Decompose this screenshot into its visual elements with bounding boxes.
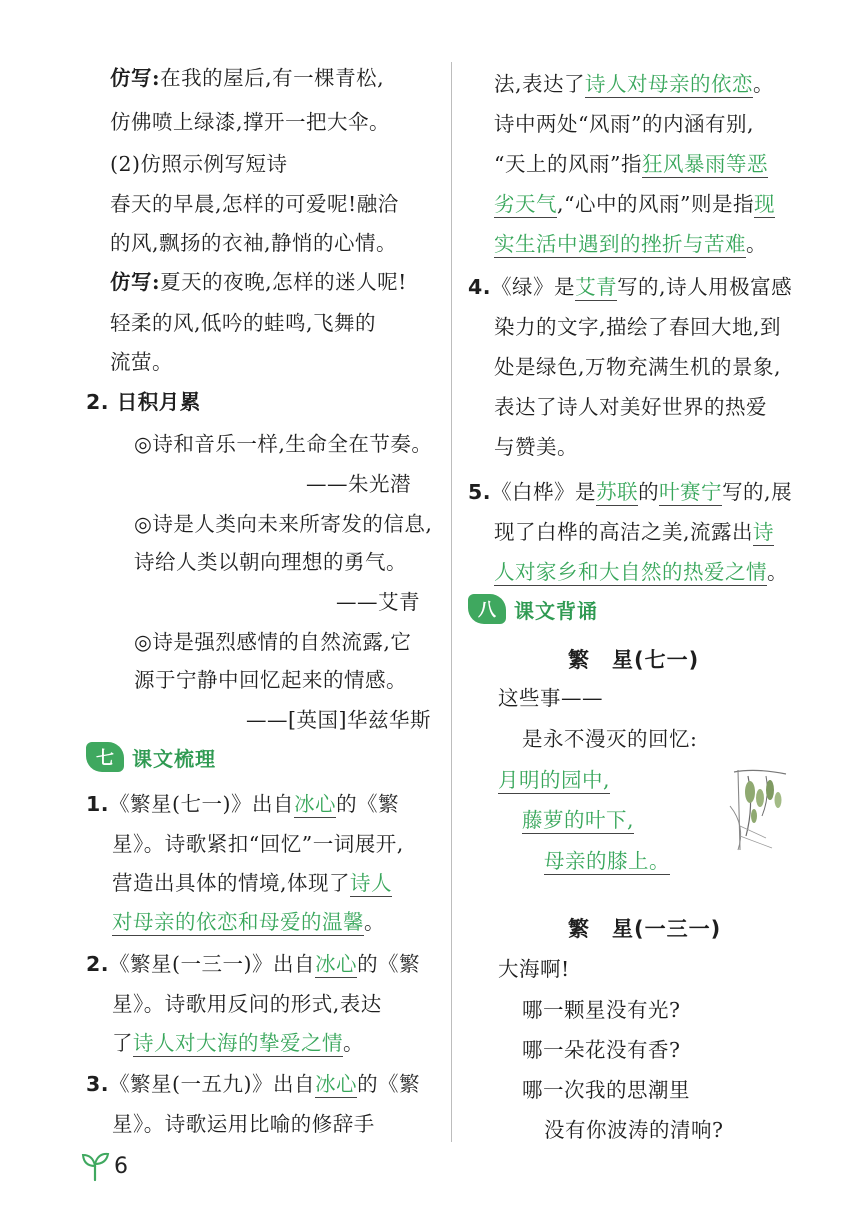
section-badge: 七 — [86, 742, 124, 772]
text-line: 实生活中遇到的挫折与苦难。 — [494, 232, 767, 256]
quote-line: ◎诗是强烈感情的自然流露,它 — [134, 630, 412, 654]
answer: 苏联 — [596, 480, 639, 504]
list-item: 2.《繁星(一三一)》出自冰心的《繁 — [86, 952, 421, 976]
section-title: 课文背诵 — [514, 598, 598, 623]
answer: 诗人 — [350, 871, 393, 895]
text-line: 流萤。 — [110, 350, 173, 374]
answer: 现 — [753, 192, 775, 216]
text-line: 染力的文字,描绘了春回大地,到 — [494, 315, 782, 339]
quote-author: ——艾青 — [336, 590, 420, 614]
poem-line: 哪一次我的思潮里 — [522, 1078, 690, 1102]
poem-line: 哪一颗星没有光? — [522, 998, 681, 1022]
text-line: 仿写:夏天的夜晚,怎样的迷人呢! — [110, 270, 407, 294]
answer: 对母亲的依恋和母爱的温馨 — [112, 910, 364, 934]
text-line: 人对家乡和大自然的热爱之情。 — [494, 560, 788, 584]
answer: 叶赛宁 — [659, 480, 723, 504]
section-title: 课文梳理 — [132, 746, 216, 771]
text-line: 星》。诗歌运用比喻的修辞手 — [112, 1112, 375, 1136]
section-header-7 — [86, 742, 216, 772]
answer: 冰心 — [294, 792, 337, 816]
answer: 诗 — [753, 520, 775, 544]
text-line: 现了白桦的高洁之美,流露出诗 — [494, 520, 775, 544]
answer: 冰心 — [315, 1072, 358, 1096]
quote-author: ——朱光潜 — [306, 472, 411, 496]
answer: 人对家乡和大自然的热爱之情 — [494, 560, 767, 584]
section-header-8 — [468, 594, 598, 624]
quote-line: ◎诗是人类向未来所寄发的信息, — [134, 512, 433, 536]
quote-line: 诗给人类以朝向理想的勇气。 — [134, 550, 407, 574]
section-heading: 2. 日积月累 — [86, 390, 201, 414]
page-footer — [80, 1150, 128, 1182]
section-badge: 八 — [468, 594, 506, 624]
answer: 冰心 — [315, 952, 358, 976]
text-line: 处是绿色,万物充满生机的景象, — [494, 355, 782, 379]
text-line: 的风,飘扬的衣袖,静悄的心情。 — [110, 231, 398, 255]
answer: 艾青 — [575, 275, 618, 299]
text-line: 星》。诗歌紧扣“回忆”一词展开, — [112, 832, 404, 856]
poem-line: 没有你波涛的清响? — [544, 1118, 724, 1142]
poem-line: 是永不漫灭的回忆: — [522, 727, 698, 751]
list-item: 5.《白桦》是苏联的叶赛宁写的,展 — [468, 480, 793, 504]
text-line: 法,表达了诗人对母亲的依恋。 — [494, 72, 775, 96]
quote-author: ——[英国]华兹华斯 — [246, 708, 431, 732]
sprout-icon — [80, 1150, 110, 1182]
list-item: 1.《繁星(七一)》出自冰心的《繁 — [86, 792, 400, 816]
answer: 诗人对大海的挚爱之情 — [133, 1031, 343, 1055]
wisteria-sketch-illustration — [726, 766, 796, 852]
text-line: 仿佛喷上绿漆,撑开一把大伞。 — [110, 110, 391, 134]
answer: 诗人对母亲的依恋 — [585, 72, 754, 96]
text-line: (2)仿照示例写短诗 — [110, 152, 288, 176]
text-line: 诗中两处“风雨”的内涵有别, — [494, 112, 754, 136]
poem-line: 月明的园中, — [498, 768, 611, 792]
page-number: 6 — [114, 1153, 128, 1179]
answer: 狂风暴雨等恶 — [641, 152, 768, 176]
text-line: 劣天气,“心中的风雨”则是指现 — [494, 192, 775, 216]
answer: 劣天气 — [494, 192, 557, 216]
answer: 实生活中遇到的挫折与苦难 — [494, 232, 746, 256]
poem-line: 大海啊! — [498, 957, 570, 981]
text-line: 与赞美。 — [494, 435, 578, 459]
text-line: 对母亲的依恋和母爱的温馨。 — [112, 910, 385, 934]
poem-line: 母亲的膝上。 — [544, 849, 670, 873]
poem-line: 哪一朵花没有香? — [522, 1038, 681, 1062]
text-line: 星》。诗歌用反问的形式,表达 — [112, 992, 382, 1016]
text-line: 轻柔的风,低吟的蛙鸣,飞舞的 — [110, 311, 377, 335]
text-line: 表达了诗人对美好世界的热爱 — [494, 395, 767, 419]
poem-title: 繁 星(一三一) — [568, 917, 722, 941]
text-line: 仿写:在我的屋后,有一棵青松, — [110, 66, 385, 90]
text-line: 了诗人对大海的挚爱之情。 — [112, 1031, 364, 1055]
column-divider — [451, 62, 452, 1142]
quote-line: 源于宁静中回忆起来的情感。 — [134, 668, 407, 692]
poem-title: 繁 星(七一) — [568, 648, 700, 672]
list-item: 4.《绿》是艾青写的,诗人用极富感 — [468, 275, 793, 299]
poem-line: 藤萝的叶下, — [522, 808, 635, 832]
quote-line: ◎诗和音乐一样,生命全在节奏。 — [134, 432, 433, 456]
poem-line: 这些事—— — [498, 686, 603, 710]
text-line: 营造出具体的情境,体现了诗人 — [112, 871, 393, 895]
text-line: 春天的早晨,怎样的可爱呢!融洽 — [110, 192, 399, 216]
list-item: 3.《繁星(一五九)》出自冰心的《繁 — [86, 1072, 421, 1096]
text-line: “天上的风雨”指狂风暴雨等恶 — [494, 152, 768, 176]
